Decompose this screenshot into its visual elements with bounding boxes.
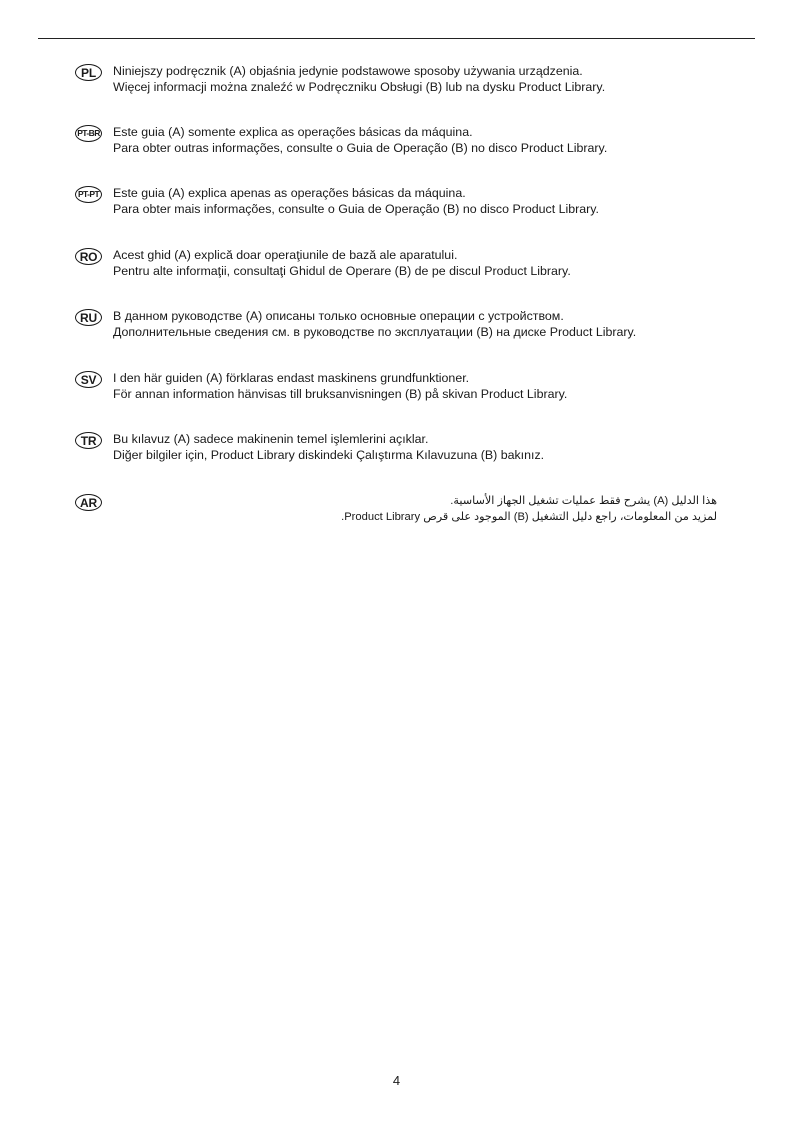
entry-text-sv: [113, 370, 567, 402]
entry-tr: [0, 432, 793, 472]
entry-text-pl: [113, 63, 605, 95]
entry-sv: [0, 371, 793, 411]
language-badge-tr: TR: [75, 432, 102, 449]
entry-line-1: Niniejszy podręcznik (A) objaśnia jedynie podstawowe sposoby używania urządzenia.: [113, 64, 583, 78]
entry-line-1: I den här guiden (A) förklaras endast maskinens grundfunktioner.: [113, 371, 470, 385]
language-badge-pt-pt: PT-PT: [75, 186, 102, 203]
language-badge-ro: RO: [75, 248, 102, 265]
entry-line-1: В данном руководстве (A) описаны только основные операции с устройством.: [113, 309, 564, 323]
language-badge-ru: RU: [75, 309, 102, 326]
entry-line-2: Para obter outras informações, consulte o Guia de Operação (B) no disco Product Library.: [113, 141, 608, 155]
entry-text-ru: [113, 308, 636, 340]
top-rule: [38, 38, 755, 39]
language-badge-pt-br: PT-BR: [75, 125, 102, 142]
entry-text-pt-pt: [113, 185, 599, 217]
entry-line-2: Para obter mais informações, consulte o Guia de Operação (B) no disco Product Library.: [113, 202, 599, 216]
entry-pt-br: [0, 125, 793, 165]
language-badge-pl: PL: [75, 64, 102, 81]
language-badge-ar: AR: [75, 494, 102, 511]
entry-pt-pt: [0, 186, 793, 226]
entry-ar: [0, 494, 793, 534]
entry-line-1: Acest ghid (A) explică doar operaţiunile de bază ale aparatului.: [113, 248, 458, 262]
entry-line-1: Bu kılavuz (A) sadece makinenin temel işlemlerini açıklar.: [113, 432, 429, 446]
entry-text-ro: [113, 247, 571, 279]
entry-text-tr: [113, 431, 544, 463]
entry-line-2: För annan information hänvisas till bruksanvisningen (B) på skivan Product Library.: [113, 387, 568, 401]
language-badge-sv: SV: [75, 371, 102, 388]
page-number: 4: [392, 1073, 401, 1088]
entry-line-2: Więcej informacji można znaleźć w Podręczniku Obsługi (B) lub na dysku Product Library.: [113, 80, 606, 94]
entry-ro: [0, 248, 793, 288]
entry-line-2: Diğer bilgiler için, Product Library diskindeki Çalıştırma Kılavuzuna (B) bakınız.: [113, 448, 545, 462]
entry-ru: [0, 309, 793, 349]
entry-pl: [0, 64, 793, 104]
entry-text-ar: [341, 493, 717, 525]
entry-line-2: لمزيد من المعلومات، راجع دليل التشغيل (B) الموجود على قرص Product Library.: [341, 511, 717, 523]
entry-text-pt-br: [113, 124, 607, 156]
entry-line-2: Дополнительные сведения см. в руководстве по эксплуатации (B) на диске Product Library.: [113, 325, 637, 339]
entry-line-1: Este guia (A) explica apenas as operações básicas da máquina.: [113, 186, 466, 200]
entry-line-1: Este guia (A) somente explica as operações básicas da máquina.: [113, 125, 473, 139]
entry-line-2: Pentru alte informaţii, consultaţi Ghidul de Operare (B) de pe discul Product Library.: [113, 264, 571, 278]
entry-line-1: هذا الدليل (A) يشرح فقط عمليات تشغيل الجهاز الأساسية.: [450, 495, 717, 507]
